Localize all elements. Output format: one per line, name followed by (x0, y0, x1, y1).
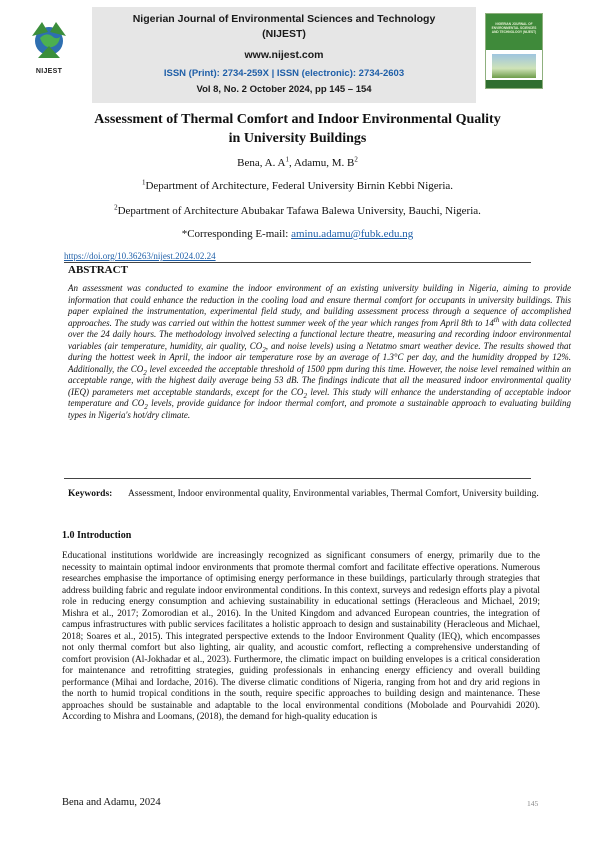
title-line-1: Assessment of Thermal Comfort and Indoor Environmental Quality (94, 112, 501, 127)
abstract-sup: th (493, 315, 500, 324)
keywords-text: Assessment, Indoor environmental quality, Environmental variables, Thermal Comfort, University building. (128, 489, 539, 499)
abstract-bottom-rule (64, 478, 531, 479)
abstract-sub-1: 2 (262, 345, 266, 354)
authors (40, 157, 555, 169)
page-number: 145 (527, 799, 539, 808)
introduction-body: Educational institutions worldwide are increasingly recognized as significant consumers of energy, primarily due to the necessity to maintain optimal indoor environments that promote thermal comfort and facilitate effective operations. Numerous researches emphasise the importance of optimising energy performance in these buildings, particularly through strategies that address building fabric and regulate indoor environmental conditions. In this context, surveys and redesign efforts play a pivotal role in reducing energy consumption and achieving sustainability in educational settings (Heracleous and Michael, 2019; Mishra et al., 2017; Zomorodian et al., 2016). In the United Kingdom and advanced European countries, the integration of campus infrastructures with public services facilitates a holistic approach to design and sustainability (Heracleous and Michael, 2018; Soares et al., 2015). This integrated perspective extends to the Indoor Environment Quality (IEQ), which encompasses not only thermal comfort but also lighting, air quality, and acoustic comfort, reflecting a comprehensive understanding of comfort provision (Al-Jokhadar et al., 2023). Furthermore, the climatic impact on building envelopes is a critical consideration for maintenance and retrofitting strategies, guiding professionals in enhancing energy efficiency and overall building performance (Mihai and Iordache, 2016). The diverse climatic conditions of Nigeria, ranging from hot and dry arid regions in the north to humid tropical conditions in the south, require specific approaches to building design and maintenance. These approaches should be sustainable and adaptable to the local environmental conditions (Mobolade and Pourvahidi 2020). According to Mishra and Loomans, (2018), the demand for high-quality education is (62, 551, 540, 722)
journal-volume: Vol 8, No. 2 October 2024, pp 145 – 154 (196, 84, 372, 95)
abstract-sub-4: 2 (144, 402, 148, 411)
abstract-heading: ABSTRACT (68, 264, 128, 276)
doi-link[interactable]: https://doi.org/10.36263/nijest.2024.02.24 (64, 251, 216, 261)
abstract-p6: levels, provide guidance for indoor thermal comfort, and promote a sustainable approach to evaluating building types in Nigeria's hot/dry climate. (68, 398, 571, 420)
logo-text: NIJEST (35, 68, 63, 75)
abstract-p2: with data collected over the 24 daily hours. The methodology involved selecting a functional lecture theatre, measuring and recording indoor environmental variables (air temperature, humidity, air quality, CO (68, 317, 571, 351)
abstract-body (68, 283, 571, 421)
author-1-sup: 1 (285, 155, 289, 164)
journal-header (92, 7, 476, 103)
author-1: Bena, A. A (237, 157, 286, 169)
aff-1-sup: 1 (141, 178, 146, 187)
journal-issn: ISSN (Print): 2734-259X | ISSN (electronic): 2734-2603 (163, 68, 405, 79)
paper-title (40, 110, 555, 148)
footer-citation: Bena and Adamu, 2024 (62, 797, 161, 808)
corr-label: *Corresponding E-mail: (181, 228, 292, 240)
section-heading-introduction: 1.0 Introduction (62, 530, 132, 541)
aff-2-sup: 2 (114, 203, 118, 212)
affiliation-1 (40, 180, 555, 192)
journal-name: Nigerian Journal of Environmental Sciences and Technology (132, 13, 436, 25)
abstract-top-rule (64, 262, 531, 263)
journal-abbr: (NIJEST) (262, 28, 306, 40)
keywords-label: Keywords: (68, 489, 113, 499)
abstract-sub-3: 2 (303, 391, 307, 400)
keywords (68, 488, 571, 500)
abstract-p4: level exceeded the acceptable threshold of 1500 ppm during this time. However, the noise level remained within an acceptable range, with the highest daily average being 53 dB. The findings indicate that all the measured indoor environmental quality (IEQ) parameters met acceptable standards, except for the CO (68, 363, 571, 397)
title-line-2: in University Buildings (228, 131, 367, 146)
author-2: , Adamu, M. B (288, 157, 355, 169)
abstract-p3: , and noise levels) using a Netatmo smart weather device. The results showed that during the hottest week in April, the indoor air temperature rose by an average of 1.3°C per day, and the humidity dropped by 12%. Additionally, the CO (68, 340, 572, 374)
cover-photo (492, 54, 536, 78)
journal-website[interactable]: www.nijest.com (244, 49, 324, 61)
email-link[interactable]: aminu.adamu@fubk.edu.ng (291, 228, 414, 240)
abstract-p5: level. This study will enhance the understanding of acceptable indoor temperature and CO (68, 386, 571, 408)
aff-1-text: Department of Architecture, Federal University Birnin Kebbi Nigeria. (145, 180, 454, 192)
cover-title: NIGERIAN JOURNAL OF ENVIRONMENTAL SCIENCES AND TECHNOLOGY (NIJEST) (491, 22, 537, 34)
corresponding-email (40, 228, 555, 240)
cover-footer-bar (486, 80, 542, 88)
abstract-sub-2: 2 (143, 368, 147, 377)
abstract-p1: An assessment was conducted to examine the indoor environment of an existing university building in Nigeria, aiming to provide information that could enhance the reduction in the cooling load and ensure thermal comfort for occupants in university buildings. This paper explained the instrumentation, experimental field study, and building assessment process through a sequence of accomplished approaches. The study was carried out within the hottest summer week of the year which ranges from April 8th to 14 (68, 283, 571, 328)
aff-2-text: Department of Architecture Abubakar Tafawa Balewa University, Bauchi, Nigeria. (117, 205, 481, 217)
affiliation-2 (40, 205, 555, 217)
author-2-sup: 2 (354, 155, 358, 164)
journal-cover-image (485, 13, 543, 89)
